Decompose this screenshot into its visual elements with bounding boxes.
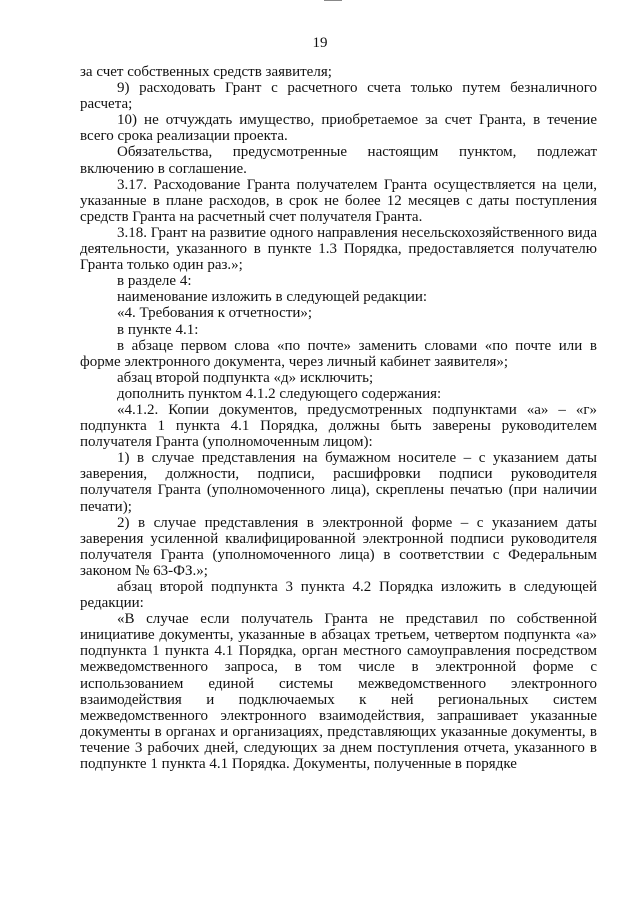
paragraph: 2) в случае представления в электронной форме – с указанием даты заверения усиленной квалифицированной электронной подписи руководителя получателя Гранта (уполномоченного лица) в соответствии с Федеральным законом № 63-ФЗ.»; xyxy=(80,514,597,579)
page-number: 19 xyxy=(312,35,328,51)
paragraph: 3.17. Расходование Гранта получателем Гранта осуществляется на цели, указанные в плане расходов, в срок не более 12 месяцев с даты поступления средств Гранта на расчетный счет получателя Гранта. xyxy=(80,176,597,225)
paragraph: Обязательства, предусмотренные настоящим пунктом, подлежат включению в соглашение. xyxy=(80,144,597,177)
paragraph: 3.18. Грант на развитие одного направления несельскохозяйственного вида деятельности, указанного в пункте 1.3 Порядка, предоставляется получателю Гранта только один раз.»; xyxy=(80,224,597,274)
paragraph: в разделе 4: xyxy=(117,273,192,290)
paragraph: за счет собственных средств заявителя; xyxy=(80,64,332,80)
paragraph: «В случае если получатель Гранта не представил по собственной инициативе документы, указанные в абзацах третьем, четвертом подпункта «а» подпункта 1 пункта 4.1 Порядка, орган местного самоуправления посредством межведомственного запроса, в том числе в электронной форме с использованием единой системы межведомственного электронного взаимодействия и подключаемых к ней региональных систем межведомственного электронного взаимодействия, запрашивает указанные документы в органах и организациях, представляющих указанные документы, в течение 3 рабочих дней, следующих за днем поступления отчета, указанного в подпункте 1 пункта 4.1 Порядка. Документы, полученные в порядке xyxy=(80,611,597,773)
paragraph: наименование изложить в следующей редакции: xyxy=(117,289,428,306)
paragraph: дополнить пунктом 4.1.2 следующего содержания: xyxy=(117,385,442,402)
paragraph: 9) расходовать Грант с расчетного счета только путем безналичного расчета; xyxy=(80,80,597,113)
paragraph: абзац второй подпункта 3 пункта 4.2 Порядка изложить в следующей редакции: xyxy=(80,579,597,612)
paragraph: в пункте 4.1: xyxy=(117,321,199,338)
paragraph: в абзаце первом слова «по почте» заменить словами «по почте или в форме электронного документа, через личный кабинет заявителя»; xyxy=(80,337,597,370)
paragraph: абзац второй подпункта «д» исключить; xyxy=(117,369,374,386)
paragraph: «4. Требования к отчетности»; xyxy=(117,305,313,322)
paragraph: «4.1.2. Копии документов, предусмотренных подпунктами «а» – «г» подпункта 1 пункта 4.1 Порядка, должны быть заверены руководителем получателя Гранта (уполномоченным лицом): xyxy=(80,401,597,451)
paragraph: 1) в случае представления на бумажном носителе – с указанием даты заверения, должности, подписи, расшифровки подписи руководителя получателя Гранта (уполномоченного лица), скреплены печатью (при наличии печати); xyxy=(80,450,597,515)
document-body xyxy=(80,64,597,772)
paragraph: 10) не отчуждать имущество, приобретаемое за счет Гранта, в течение всего срока реализации проекта. xyxy=(80,112,597,145)
page-top-mark xyxy=(324,0,342,1)
